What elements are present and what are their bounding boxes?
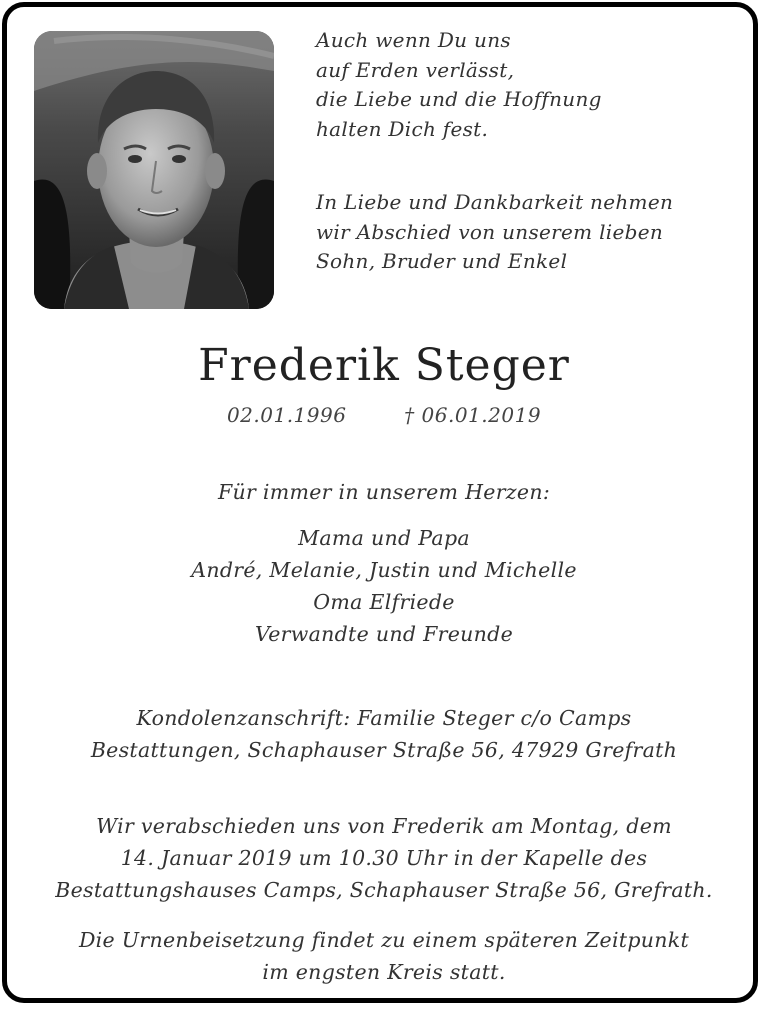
mourner-line: Mama und Papa — [298, 526, 470, 550]
condolence-line: Bestattungen, Schaphauser Straße 56, 47929 Grefrath — [90, 738, 678, 762]
verse-line: halten Dich fest. — [316, 116, 489, 141]
farewell-line: wir Abschied von unserem lieben — [316, 219, 664, 244]
death-date: † 06.01.2019 — [404, 403, 542, 427]
mourner-line: Oma Elfriede — [313, 590, 455, 614]
life-dates — [0, 403, 768, 427]
verse-line: die Liebe und die Hoffnung — [316, 87, 602, 111]
condolence-line: Kondolenzanschrift: Familie Steger c/o Camps — [136, 706, 632, 730]
mourners-list — [0, 522, 768, 650]
deceased-name: Frederik Steger — [198, 340, 570, 391]
mourner-line: Verwandte und Freunde — [255, 622, 513, 646]
mourner-line: André, Melanie, Justin und Michelle — [191, 558, 577, 582]
farewell-block — [316, 188, 673, 277]
ceremony-line: Wir verabschieden uns von Frederik am Montag, dem — [96, 814, 672, 838]
ceremony-line: Bestattungshauses Camps, Schaphauser Straße 56, Grefrath. — [55, 878, 713, 902]
ceremony-line: 14. Januar 2019 um 10.30 Uhr in der Kapelle des — [120, 846, 648, 870]
burial-line: im engsten Kreis statt. — [262, 960, 506, 984]
verse-block — [316, 26, 602, 144]
portrait-image — [34, 31, 274, 309]
ceremony-info — [0, 810, 768, 906]
burial-line: Die Urnenbeisetzung findet zu einem späteren Zeitpunkt — [78, 928, 690, 952]
verse-line: Auch wenn Du uns — [316, 28, 511, 52]
farewell-line: Sohn, Bruder und Enkel — [316, 249, 568, 273]
portrait-photo — [34, 31, 274, 309]
mourners-heading: Für immer in unserem Herzen: — [217, 480, 551, 504]
burial-info — [0, 924, 768, 988]
farewell-line: In Liebe und Dankbarkeit nehmen — [316, 190, 674, 214]
birth-date: 02.01.1996 — [226, 403, 347, 427]
condolence-address — [0, 702, 768, 766]
verse-line: auf Erden verlässt, — [316, 57, 515, 82]
